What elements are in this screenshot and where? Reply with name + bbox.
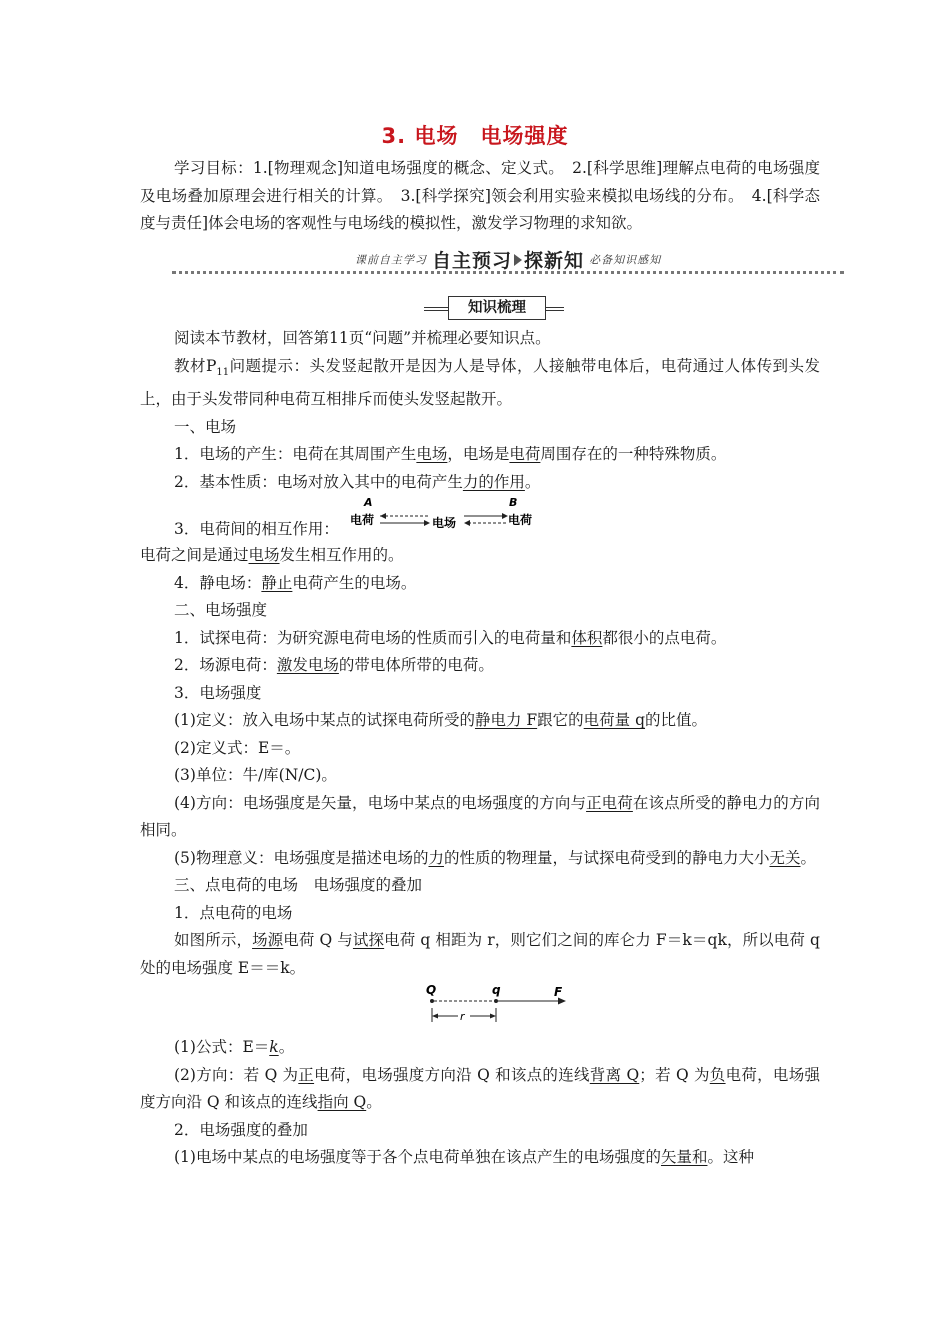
section-heading-label: 知识梳理 <box>448 296 546 320</box>
s1-item-3-note: 电荷之间是通过电场发生相互作用的。 <box>140 546 404 565</box>
diagram-source-charge: Q <box>426 983 437 998</box>
main-body <box>140 325 820 1172</box>
intro-paragraph: 阅读本节教材，回答第11页“问题”并梳理必要知识点。 <box>174 329 551 347</box>
diagram-force: F <box>554 985 563 1000</box>
s2-item-3: 3．电场强度 <box>174 683 262 702</box>
banner-right-caption: 必备知识感知 <box>589 253 662 267</box>
diagram-label-a: A <box>363 496 373 510</box>
s3-item-2: 2．电场强度的叠加 <box>174 1120 308 1139</box>
diagram-distance: r <box>460 1010 465 1024</box>
s3-direction: (2)方向：若 Q 为正电荷，电场强度方向沿 Q 和该点的连线背离 Q；若 Q 为负电荷，电场强度方向沿 Q 和该点的连线指向 Q。 <box>140 1065 820 1112</box>
diagram-left-charge: 电荷 <box>349 513 374 528</box>
diagram-test-charge: q <box>492 983 501 998</box>
s1-item-3: 3．电荷间的相互作用： A B 电荷 电场 电荷 <box>140 496 820 542</box>
charge-field-diagram <box>346 496 546 542</box>
banner-arrow-icon <box>514 254 522 266</box>
section-banner <box>172 246 844 276</box>
diagram-label-b: B <box>508 496 518 510</box>
heading-rule-left <box>424 307 448 311</box>
hint-paragraph: 教材$P_{11}$问题提示：头发竖起散开是因为人是导体，人接触带电体后，电荷通过人体传到头发上，由于头发带同种电荷互相排斥而使头发竖起散开。 <box>140 356 820 409</box>
banner-title-right: 探新知 <box>524 250 585 272</box>
s2-def-4: (4)方向：电场强度是矢量，电场中某点的电场强度的方向与正电荷在该点所受的静电力的方向相同。 <box>140 793 820 840</box>
s2-item-1: 1．试探电荷：为研究源电荷电场的性质而引入的电荷量和体积都很小的点电荷。 <box>174 628 727 647</box>
point-charge-diagram <box>420 982 580 1032</box>
s3-superposition: (1)电场中某点的电场强度等于各个点电荷单独在该点产生的电场强度的矢量和。这种 <box>174 1148 754 1167</box>
diagram-right-charge: 电荷 <box>507 513 532 528</box>
section-heading <box>424 296 564 320</box>
s2-def-3: (3)单位：牛/库(N/C)。 <box>174 766 337 785</box>
s1-item-4: 4．静电场：静止电荷产生的电场。 <box>174 573 417 592</box>
s1-item-1: 1．电场的产生：电荷在其周围产生电场，电场是电荷周围存在的一种特殊物质。 <box>174 445 727 464</box>
s2-def-5: (5)物理意义：电场强度是描述电场的力的性质的物理量，与试探电荷受到的静电力大小无关。 <box>174 848 817 867</box>
section3-heading: 三、点电荷的电场 电场强度的叠加 <box>174 876 423 895</box>
s2-def-1: (1)定义：放入电场中某点的试探电荷所受的静电力 F跟它的电荷量 q的比值。 <box>174 711 708 730</box>
learning-goals: 学习目标：1.[物理观念]知道电场强度的概念、定义式。 2.[科学思维]理解点电荷的电场强度及电场叠加原理会进行相关的计算。 3.[科学探究]领会利用实验来模拟电场线的分布。 4.[科学态度与责任]体会电场的客观性与电场线的模拟性，激发学习物理的求知欲。 <box>140 159 820 232</box>
s3-paragraph: 如图所示，场源电荷 Q 与试探电荷 q 相距为 r，则它们之间的库仑力 F＝k＝qk，所以电荷 q 处的电场强度 E＝＝k。 <box>140 931 820 977</box>
s3-formula: (1)公式：E＝k。 <box>174 1038 295 1057</box>
banner-left-caption: 课前自主学习 <box>354 253 427 267</box>
section2-heading: 二、电场强度 <box>174 601 268 620</box>
banner-title-left: 自主预习 <box>431 250 512 272</box>
heading-rule-right <box>544 307 564 311</box>
section1-heading: 一、电场 <box>174 417 237 436</box>
page-title: 3. 电场 电场强度 <box>381 124 569 148</box>
point-charge-diagram-wrap <box>140 982 820 1034</box>
s1-item-2: 2．基本性质：电场对放入其中的电荷产生力的作用。 <box>174 472 541 491</box>
s2-item-2: 2．场源电荷：激发电场的带电体所带的电荷。 <box>174 656 494 675</box>
s3-item-1: 1．点电荷的电场 <box>174 903 293 922</box>
diagram-field: 电场 <box>431 516 456 531</box>
s2-def-2: (2)定义式：E＝。 <box>174 738 301 757</box>
